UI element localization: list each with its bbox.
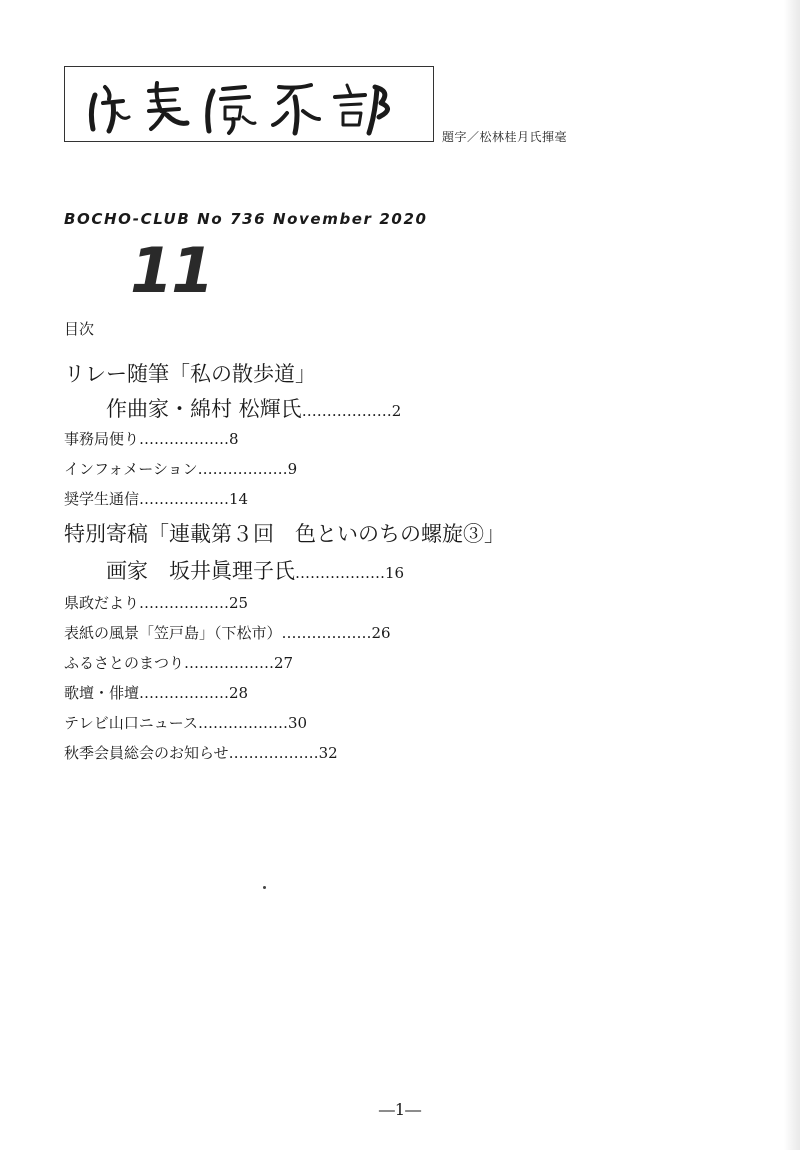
toc-entry-title: テレビ山口ニュース <box>64 714 198 732</box>
calligraphy-logo <box>65 67 435 143</box>
toc-entry-title: ふるさとのまつり <box>64 654 185 672</box>
toc-entry-general-meeting[interactable] <box>64 742 338 763</box>
print-speck <box>263 886 266 889</box>
issue-month-number: 11 <box>130 234 213 307</box>
toc-entry-title: リレー随筆「私の散歩道」 <box>64 362 316 386</box>
toc-page-number: 26 <box>371 624 391 642</box>
toc-page-number: 25 <box>229 594 249 612</box>
toc-entry-tv-news[interactable] <box>64 712 307 733</box>
toc-entry-cover-scenery[interactable] <box>64 622 391 643</box>
toc-leader: ……………… <box>228 744 319 762</box>
toc-entry-title: 表紙の風景「笠戸島」（下松市） <box>64 624 282 642</box>
toc-leader: ……………… <box>197 714 288 732</box>
toc-entry-title: 作曲家・綿村 松輝氏 <box>64 397 302 421</box>
toc-leader: ……………… <box>184 654 275 672</box>
toc-entry-special-contribution[interactable] <box>64 518 505 548</box>
toc-page-number: 32 <box>318 744 338 762</box>
toc-entry-title: 特別寄稿「連載第３回 色といのちの螺旋③」 <box>64 522 505 546</box>
toc-entry-prefecture-news[interactable] <box>64 592 248 613</box>
toc-entry-title: 歌壇・俳壇 <box>64 684 140 702</box>
toc-entry-special-contribution-author[interactable] <box>64 555 404 585</box>
toc-leader: ……………… <box>295 564 385 582</box>
toc-leader: ……………… <box>139 594 230 612</box>
toc-entry-title: インフォメーション <box>64 460 198 478</box>
page-number: ―1― <box>378 1100 422 1119</box>
toc-entry-title: 事務局便り <box>64 430 140 448</box>
toc-entry-hometown-festival[interactable] <box>64 652 293 673</box>
masthead-logo <box>64 66 434 142</box>
toc-entry-title: 奨学生通信 <box>64 490 140 508</box>
page-edge <box>784 0 800 1150</box>
toc-leader: ……………… <box>197 460 288 478</box>
toc-page-number: 27 <box>274 654 294 672</box>
calligraphy-credit: 題字／松林桂月氏揮毫 <box>442 130 568 144</box>
toc-page-number: 28 <box>229 684 249 702</box>
toc-leader: ……………… <box>281 624 372 642</box>
toc-entry-office-news[interactable] <box>64 428 239 449</box>
toc-page-number: 8 <box>229 430 239 448</box>
issue-line: BOCHO-CLUB No 736 November 2020 <box>64 210 428 228</box>
toc-page-number: 16 <box>385 564 405 582</box>
toc-page-number: 2 <box>391 402 402 420</box>
toc-entry-title: 秋季会員総会のお知らせ <box>64 744 229 762</box>
toc-page-number: 14 <box>229 490 249 508</box>
toc-leader: ……………… <box>139 684 230 702</box>
toc-entry-information[interactable] <box>64 458 297 479</box>
toc-entry-relay-essay[interactable] <box>64 358 316 388</box>
toc-leader: ……………… <box>139 430 230 448</box>
toc-page-number: 30 <box>287 714 308 732</box>
toc-entry-scholarship[interactable] <box>64 488 248 509</box>
toc-entry-title: 県政だより <box>64 594 140 612</box>
toc-leader: ……………… <box>139 490 230 508</box>
toc-entry-poetry[interactable] <box>64 682 248 703</box>
toc-entry-title: 画家 坂井眞理子氏 <box>64 559 295 583</box>
toc-leader: ……………… <box>301 402 392 420</box>
toc-page-number: 9 <box>287 460 298 478</box>
toc-heading: 目次 <box>64 320 95 338</box>
toc-entry-relay-essay-author[interactable] <box>64 393 401 423</box>
